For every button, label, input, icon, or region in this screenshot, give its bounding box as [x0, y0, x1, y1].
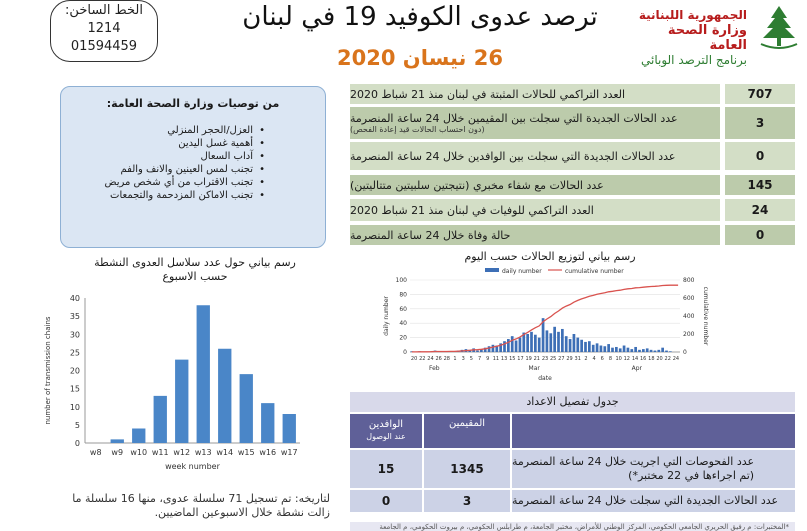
- stat-row: [350, 142, 795, 170]
- stat-label: عدد الحالات الجديدة التي سجلت بين المقيمين خلال 24 ساعة المنصرمة (دون احتساب الحالات قيد إعادة الفحص): [350, 107, 720, 139]
- y-right-axis-label: cumulative number: [702, 286, 709, 346]
- bar: [175, 360, 188, 443]
- cumulative-line: [412, 285, 678, 352]
- daily-bar: [627, 348, 630, 352]
- x-tick-label: 22: [419, 356, 426, 362]
- x-tick-label: 16: [639, 356, 647, 362]
- daily-bar: [592, 345, 595, 352]
- y-right-tick-label: 0: [683, 349, 687, 356]
- x-tick-label: 12: [623, 356, 631, 362]
- cedar-logo-icon: [757, 4, 801, 50]
- stat-label: عدد الحالات مع شفاء مخبري (نتيجتين سلبيتين متتاليتين): [350, 175, 720, 195]
- y-tick-label: 25: [69, 348, 80, 358]
- x-tick-label: 22: [664, 356, 671, 362]
- legend-label-daily: daily number: [502, 268, 542, 275]
- recommendation-item: آداب السعال •: [73, 150, 313, 163]
- stat-value: 24: [725, 199, 795, 221]
- y-tick-label: 35: [69, 312, 80, 322]
- x-tick-label: 8: [608, 356, 613, 362]
- page-title: ترصد عدوى الكوفيد 19 في لبنان: [242, 2, 598, 32]
- bar: [197, 305, 210, 443]
- daily-bar: [546, 330, 549, 352]
- y-tick-label: 5: [74, 420, 80, 430]
- y-left-tick-label: 20: [399, 334, 407, 342]
- bar: [283, 414, 296, 443]
- x-tick-label: 9: [486, 356, 490, 362]
- hotline-box: [50, 0, 158, 62]
- y-tick-label: 20: [69, 366, 80, 376]
- table-cell-arrivals: 0: [350, 490, 422, 512]
- y-tick-label: 0: [74, 439, 80, 448]
- chains-chart: [40, 290, 315, 480]
- x-tick-label: 11: [492, 356, 500, 362]
- month-label: Apr: [631, 365, 642, 372]
- x-tick-label: 18: [648, 356, 655, 362]
- chains-summary-text: لتاريخه: تم تسجيل 71 سلسلة عدوى، منها 16 سلسلة ما زالت نشطة خلال الاسبوعين الماضيين.: [72, 492, 330, 519]
- stat-value: 707: [725, 84, 795, 104]
- daily-bar: [611, 348, 614, 352]
- stat-label: العدد التراكمي للحالات المثبتة في لبنان منذ 21 شباط 2020: [350, 84, 720, 104]
- y-axis-label: number of transmission chains: [44, 316, 52, 425]
- daily-bar: [507, 339, 510, 352]
- x-tick-label: 10: [615, 356, 622, 362]
- y-left-tick-label: 40: [399, 320, 407, 328]
- daily-bar: [549, 333, 552, 352]
- stat-row: [350, 225, 795, 245]
- stat-label: حالة وفاة خلال 24 ساعة المنصرمة: [350, 225, 720, 245]
- daily-bar: [600, 346, 603, 352]
- recommendations-title: من توصيات وزارة الصحة العامة:: [106, 97, 280, 110]
- x-axis-label: week number: [165, 462, 220, 471]
- stat-row: [350, 199, 795, 221]
- daily-bar: [476, 351, 479, 352]
- table-cell-label: عدد الحالات الجديدة التي سجلت خلال 24 ساعة المنصرمة: [512, 490, 795, 512]
- bar: [111, 439, 124, 443]
- daily-bar: [565, 336, 568, 352]
- y-right-tick-label: 800: [683, 277, 695, 284]
- recommendation-item: تجنب الاماكن المزدحمة والتجمعات •: [73, 189, 313, 202]
- daily-bar: [596, 343, 599, 352]
- y-right-tick-label: 600: [683, 295, 695, 302]
- x-tick-label: 28: [443, 356, 451, 362]
- stat-label: العدد التراكمي للوفيات في لبنان منذ 21 شباط 2020: [350, 199, 720, 221]
- ministry-line-1: الجمهورية اللبنانية: [638, 8, 747, 22]
- recommendation-item: تجنب لمس العينين والانف والفم •: [73, 163, 313, 176]
- daily-bar: [534, 335, 537, 352]
- daily-bar: [573, 334, 576, 352]
- bar: [240, 374, 253, 443]
- chains-chart-title-line-2: حسب الاسبوع: [162, 270, 228, 283]
- bar: [218, 349, 231, 443]
- recommendations-box: [60, 86, 326, 248]
- stat-row: [350, 175, 795, 195]
- stat-row: [350, 84, 795, 104]
- x-tick-label: 17: [517, 356, 524, 362]
- x-tick-label: w13: [194, 448, 212, 457]
- daily-bar: [519, 338, 522, 352]
- x-tick-label: 2: [584, 356, 588, 362]
- bar: [154, 396, 167, 443]
- daily-bar: [584, 342, 587, 352]
- x-tick-label: 24: [427, 356, 434, 362]
- y-left-axis-label: daily number: [383, 296, 390, 336]
- table-cell-residents: 1345: [424, 450, 510, 488]
- stat-sub-label: (دون احتساب الحالات قيد إعادة الفحص): [350, 124, 485, 134]
- x-tick-label: 26: [435, 356, 442, 362]
- y-tick-label: 30: [69, 330, 80, 340]
- column-header-arrivals: [350, 414, 422, 448]
- x-tick-label: w16: [259, 448, 277, 457]
- x-tick-label: w11: [151, 448, 169, 457]
- stat-value: 0: [725, 142, 795, 170]
- chains-chart-title-line-1: رسم بياني حول عدد سلاسل العدوى النشطة: [94, 256, 296, 269]
- daily-bar: [530, 332, 533, 352]
- x-tick-label: 19: [525, 356, 532, 362]
- daily-bar: [526, 334, 529, 352]
- bar: [132, 429, 145, 444]
- x-tick-label: 31: [574, 356, 581, 362]
- x-tick-label: 25: [549, 356, 557, 362]
- month-label: Feb: [428, 365, 440, 372]
- x-tick-label: w9: [111, 448, 124, 457]
- daily-bar: [580, 340, 583, 352]
- x-tick-label: 24: [672, 356, 680, 362]
- recommendations-list: [73, 124, 313, 202]
- y-tick-label: 15: [69, 384, 80, 394]
- daily-bar: [576, 338, 579, 352]
- recommendation-item: العزل/الحجر المنزلي •: [73, 124, 313, 137]
- details-table-title: جدول تفصيل الاعداد: [350, 392, 795, 412]
- stat-value: 145: [725, 175, 795, 195]
- x-tick-label: w15: [237, 448, 255, 457]
- stat-row: [350, 107, 795, 139]
- y-left-tick-label: 0: [403, 349, 407, 356]
- x-tick-label: 4: [592, 356, 596, 362]
- daily-bar: [661, 348, 664, 352]
- x-tick-label: 5: [469, 356, 473, 362]
- legend-label-cumulative: cumulative number: [565, 268, 624, 275]
- x-tick-label: w14: [216, 448, 234, 457]
- stat-value: 3: [725, 107, 795, 139]
- daily-bar: [665, 351, 668, 352]
- hotline-number-2: 01594459: [70, 39, 138, 54]
- column-header-arrivals-sub: عند الوصول: [366, 432, 406, 441]
- daily-bar: [646, 348, 649, 352]
- daily-bar: [603, 346, 606, 352]
- y-tick-label: 40: [69, 294, 80, 303]
- daily-bar: [492, 345, 495, 352]
- x-tick-label: 3: [461, 356, 465, 362]
- x-tick-label: 13: [500, 356, 508, 362]
- x-tick-label: w17: [280, 448, 298, 457]
- daily-bar: [607, 344, 610, 352]
- daily-bar: [588, 341, 591, 352]
- daily-bar: [488, 346, 491, 352]
- labs-footnote: *المختبرات: م رفيق الحريري الجامعي الحكومي، المركز الوطني للأمراض، مختبر الجامعة، م طرابلس الحكومي، م بيروت الحكومي، م الجامعة: [350, 522, 795, 531]
- x-tick-label: w12: [173, 448, 191, 457]
- daily-bar: [669, 351, 672, 352]
- y-right-tick-label: 200: [683, 331, 695, 338]
- x-axis-label: date: [538, 375, 552, 382]
- daily-bar: [654, 351, 657, 352]
- daily-bar: [657, 350, 660, 352]
- bar: [261, 403, 274, 443]
- x-tick-label: 27: [558, 356, 565, 362]
- daily-bar: [557, 332, 560, 352]
- hotline-number-1: 1214: [87, 21, 121, 36]
- daily-bar: [619, 348, 622, 352]
- chains-chart-title: [70, 256, 320, 284]
- y-left-tick-label: 100: [395, 277, 407, 284]
- x-tick-label: 1: [453, 356, 457, 362]
- report-date: 26 نيسان 2020: [337, 46, 503, 70]
- column-header-blank: [512, 414, 795, 448]
- x-tick-label: 29: [566, 356, 573, 362]
- daily-bar: [630, 349, 633, 352]
- table-cell-residents: 3: [424, 490, 510, 512]
- stat-value: 0: [725, 225, 795, 245]
- y-tick-label: 10: [69, 402, 80, 412]
- daily-bar: [634, 347, 637, 352]
- table-row-label: عدد الفحوصات التي اجريت خلال 24 ساعة المنصرمة: [512, 455, 755, 468]
- y-left-tick-label: 80: [399, 291, 407, 299]
- ministry-line-2: وزارة الصحة العامة: [667, 23, 747, 53]
- daily-bar: [650, 350, 653, 352]
- recommendation-item: أهمية غسل اليدين •: [73, 137, 313, 150]
- column-header-residents: المقيمين: [424, 414, 510, 448]
- stat-label: عدد الحالات الجديدة التي سجلت بين الوافدين خلال 24 ساعة المنصرمة: [350, 142, 720, 170]
- table-cell-arrivals: 15: [350, 450, 422, 488]
- month-label: Mar: [528, 365, 540, 372]
- daily-bar: [511, 336, 514, 352]
- daily-cases-chart: [380, 262, 710, 388]
- daily-bar: [623, 346, 626, 352]
- x-tick-label: 14: [631, 356, 639, 362]
- x-tick-label: 15: [509, 356, 516, 362]
- daily-cases-chart-title: رسم بياني لتوزيع الحالات حسب اليوم: [464, 250, 636, 263]
- legend-swatch-daily: [485, 268, 499, 272]
- hotline-label: الخط الساخن:: [65, 3, 143, 18]
- table-cell-label: [512, 450, 795, 488]
- daily-bar: [553, 327, 556, 352]
- x-tick-label: 20: [656, 356, 663, 362]
- x-tick-label: w8: [89, 448, 102, 457]
- daily-bar: [642, 349, 645, 352]
- daily-bar: [538, 338, 541, 352]
- x-tick-label: 7: [477, 356, 482, 362]
- x-tick-label: 21: [533, 356, 541, 362]
- daily-bar: [569, 339, 572, 352]
- table-row-sub-label: (تم اجراءها في 22 مختبر*): [628, 469, 755, 482]
- recommendation-item: تجنب الاقتراب من أي شخص مريض •: [73, 176, 313, 189]
- ministry-line-3: برنامج الترصد الوبائي: [640, 53, 747, 67]
- ministry-name: [627, 8, 747, 68]
- x-tick-label: 6: [600, 356, 604, 362]
- daily-bar: [615, 347, 618, 352]
- daily-bar: [515, 340, 518, 352]
- y-left-tick-label: 60: [399, 305, 407, 313]
- x-tick-label: 20: [410, 356, 418, 362]
- daily-bar: [561, 329, 564, 352]
- x-tick-label: w10: [130, 448, 148, 457]
- daily-bar: [638, 350, 641, 352]
- column-header-arrivals-label: الوافدين: [368, 419, 404, 430]
- y-right-tick-label: 400: [683, 313, 695, 320]
- x-tick-label: 23: [541, 356, 549, 362]
